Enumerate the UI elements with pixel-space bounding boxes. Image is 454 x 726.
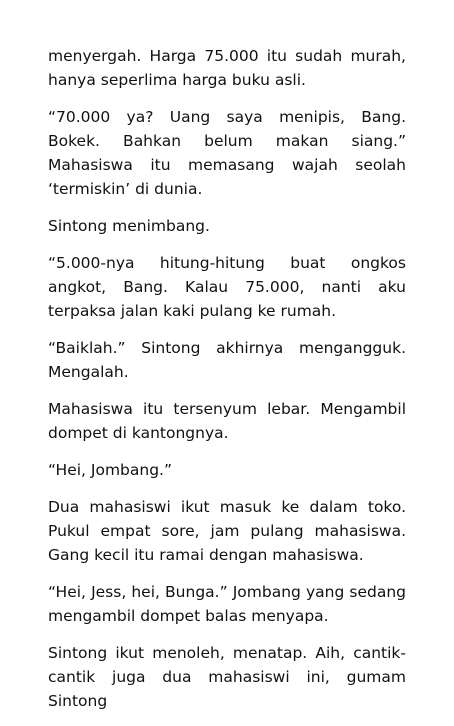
paragraph-6: Mahasiswa itu tersenyum lebar. Mengambil dompet di kantongnya. [48,400,406,442]
paragraph-3: Sintong menimbang. [48,217,210,235]
book-page [48,44,406,726]
paragraph-7: “Hei, Jombang.” [48,461,173,479]
paragraph-1: menyergah. Harga 75.000 itu sudah murah, hanya seperlima harga buku asli. [48,47,406,89]
paragraph-4: “5.000-nya hitung-hitung buat ongkos angkot, Bang. Kalau 75.000, nanti aku terpaksa jalan kaki pulang ke rumah. [48,254,406,320]
paragraph-10: Sintong ikut menoleh, menatap. Aih, cantik-cantik juga dua mahasiswi ini, gumam Sintong [48,644,406,710]
paragraph-8: Dua mahasiswi ikut masuk ke dalam toko. Pukul empat sore, jam pulang mahasiswa. Gang kecil itu ramai dengan mahasiswa. [48,498,406,564]
paragraph-5: “Baiklah.” Sintong akhirnya mengangguk. Mengalah. [48,339,406,381]
paragraph-2: “70.000 ya? Uang saya menipis, Bang. Bokek. Bahkan belum makan siang.” Mahasiswa itu memasang wajah seolah ‘termiskin’ di dunia. [48,108,406,198]
paragraph-9: “Hei, Jess, hei, Bunga.” Jombang yang sedang mengambil dompet balas menyapa. [48,583,406,625]
